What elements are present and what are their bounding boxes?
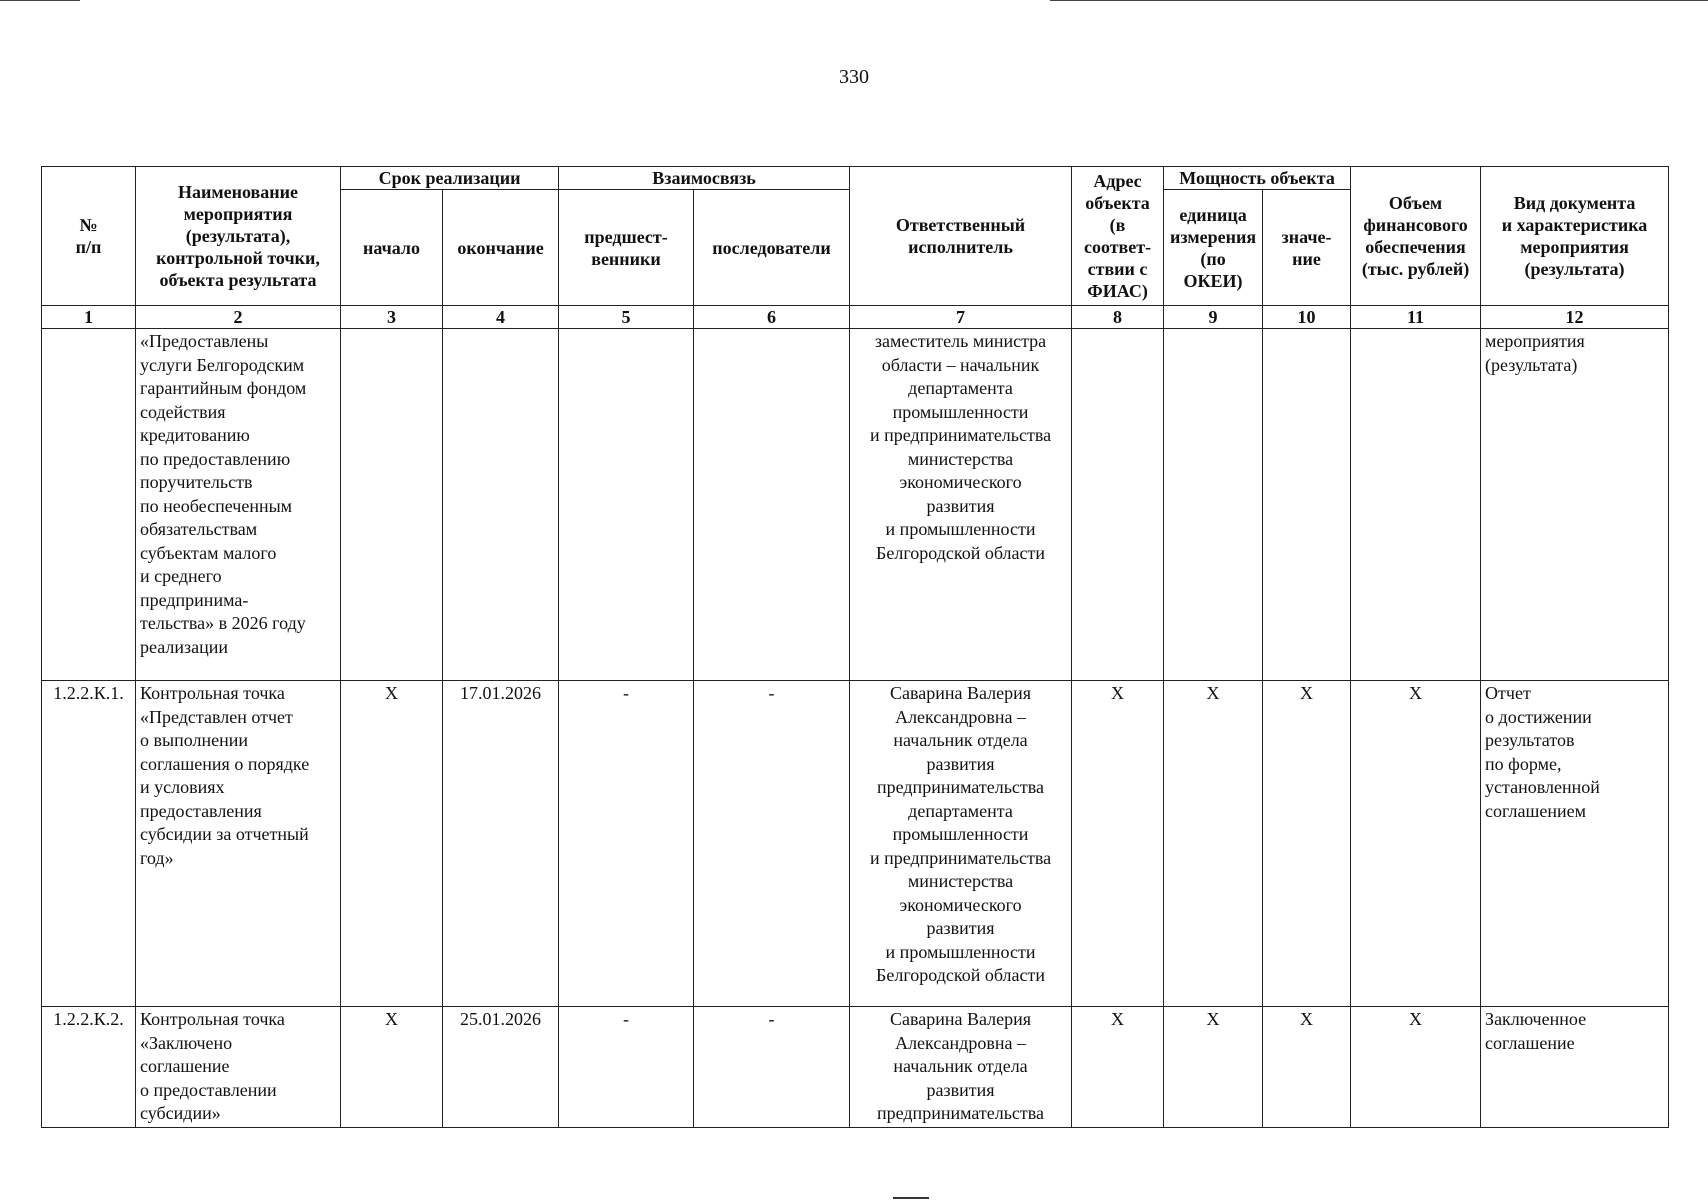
header-capacity-unit: единица измерения (по ОКЕИ)	[1164, 190, 1263, 306]
cell-num: 1.2.2.К.2.	[42, 1007, 136, 1128]
cell-start: X	[341, 1007, 443, 1128]
header-executor: Ответственный исполнитель	[850, 167, 1072, 306]
cell-name: Контрольная точка «Заключено соглашение о предоставлении субсидии»	[136, 1007, 341, 1128]
column-number: 11	[1351, 306, 1481, 329]
cell-executor: Саварина Валерия Александровна – начальник отдела развития предпринимательства департамента промышленности и предпринимательства министерства экономического развития и промышленности Белгородской области	[850, 681, 1072, 1007]
cell-unit	[1164, 329, 1263, 681]
scan-top-line-right	[1050, 0, 1708, 1]
cell-name: «Предоставлены услуги Белгородским гарантийным фондом содействия кредитованию по предоставлению поручительств по необеспеченным обязательствам субъектам малого и среднего предпринима- тельства» в 2026 году реализации	[136, 329, 341, 681]
cell-name: Контрольная точка «Представлен отчет о выполнении соглашения о порядке и условиях предоставления субсидии за отчетный год»	[136, 681, 341, 1007]
cell-num: 1.2.2.К.1.	[42, 681, 136, 1007]
cell-start	[341, 329, 443, 681]
header-link-next: последователи	[694, 190, 850, 306]
column-number: 4	[443, 306, 559, 329]
table-row	[42, 329, 1669, 681]
header-finance: Объем финансового обеспечения (тыс. рублей)	[1351, 167, 1481, 306]
cell-value: X	[1263, 681, 1351, 1007]
cell-doc: Заключенное соглашение	[1481, 1007, 1669, 1128]
cell-next	[694, 329, 850, 681]
header-link-group: Взаимосвязь	[559, 167, 850, 190]
cell-prev	[559, 329, 694, 681]
plan-table	[41, 166, 1669, 1128]
cell-address	[1072, 329, 1164, 681]
table-row	[42, 681, 1669, 1007]
cell-end: 17.01.2026	[443, 681, 559, 1007]
table-row	[42, 1007, 1669, 1128]
column-number: 1	[42, 306, 136, 329]
column-number: 2	[136, 306, 341, 329]
scan-top-line-left	[0, 0, 80, 1]
header-link-prev: предшест- венники	[559, 190, 694, 306]
cell-executor: Саварина Валерия Александровна – начальник отдела развития предпринимательства	[850, 1007, 1072, 1128]
column-number: 10	[1263, 306, 1351, 329]
header-term-group: Срок реализации	[341, 167, 559, 190]
cell-end: 25.01.2026	[443, 1007, 559, 1128]
page-number: 330	[839, 66, 869, 88]
cell-num	[42, 329, 136, 681]
cell-prev: -	[559, 1007, 694, 1128]
header-term-start: начало	[341, 190, 443, 306]
cell-finance: X	[1351, 1007, 1481, 1128]
cell-value	[1263, 329, 1351, 681]
cell-unit: X	[1164, 1007, 1263, 1128]
column-number: 3	[341, 306, 443, 329]
column-number: 5	[559, 306, 694, 329]
column-number: 12	[1481, 306, 1669, 329]
header-name: Наименование мероприятия (результата), контрольной точки, объекта результата	[136, 167, 341, 306]
cell-finance	[1351, 329, 1481, 681]
column-number: 9	[1164, 306, 1263, 329]
cell-doc: мероприятия (результата)	[1481, 329, 1669, 681]
column-number: 6	[694, 306, 850, 329]
header-row-top	[42, 167, 1669, 190]
column-number-row	[42, 306, 1669, 329]
cell-next: -	[694, 681, 850, 1007]
cell-next: -	[694, 1007, 850, 1128]
header-term-end: окончание	[443, 190, 559, 306]
cell-prev: -	[559, 681, 694, 1007]
cell-doc: Отчет о достижении результатов по форме, установленной соглашением	[1481, 681, 1669, 1007]
scan-bottom-dash	[893, 1197, 929, 1199]
header-num: № п/п	[42, 167, 136, 306]
column-number: 8	[1072, 306, 1164, 329]
cell-executor: заместитель министра области – начальник департамента промышленности и предпринимательства министерства экономического развития и промышленности Белгородской области	[850, 329, 1072, 681]
cell-address: X	[1072, 1007, 1164, 1128]
header-address: Адрес объекта (в соответ- ствии с ФИАС)	[1072, 167, 1164, 306]
cell-unit: X	[1164, 681, 1263, 1007]
cell-value: X	[1263, 1007, 1351, 1128]
header-capacity-value: значе- ние	[1263, 190, 1351, 306]
column-number: 7	[850, 306, 1072, 329]
header-capacity-group: Мощность объекта	[1164, 167, 1351, 190]
header-doc-type: Вид документа и характеристика мероприятия (результата)	[1481, 167, 1669, 306]
cell-address: X	[1072, 681, 1164, 1007]
cell-start: X	[341, 681, 443, 1007]
cell-finance: X	[1351, 681, 1481, 1007]
cell-end	[443, 329, 559, 681]
